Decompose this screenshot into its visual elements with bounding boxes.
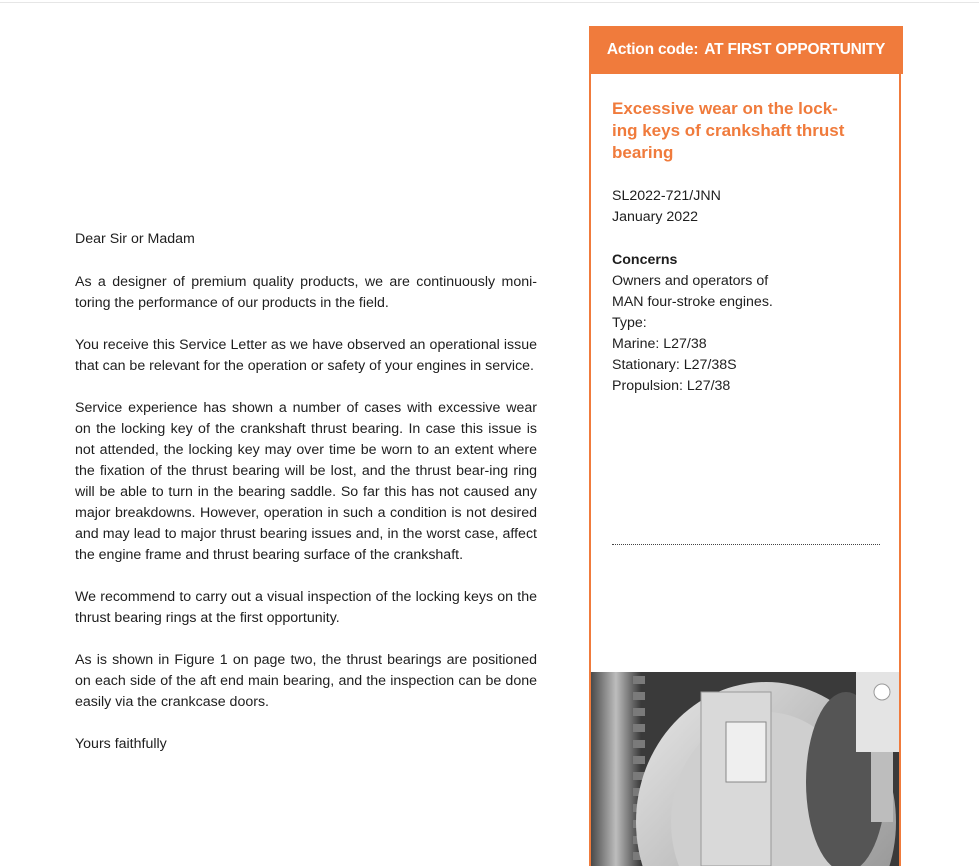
title-line-1: Excessive wear on the lock- <box>612 99 838 118</box>
concerns-line-3: Type: <box>612 315 647 331</box>
salutation: Dear Sir or Madam <box>75 231 195 247</box>
concerns-line-5: Stationary: L27/38S <box>612 357 737 373</box>
paragraph-5: As is shown in Figure 1 on page two, the thrust bearings are positioned on each side of the aft end main bearing, and the inspection can be done easily via the crankcase doors. <box>75 652 537 710</box>
paragraph-3: Service experience has shown a number of cases with excessive wear on the locking key of the crankshaft thrust bearing. In case this issue is not attended, the locking key may over time be worn to an extent where the fixation of the thrust bearing will be lost, and the thrust bear-ing ring will be able to turn in the bearing saddle. So far this has not caused any major breakdowns. However, operation in such a condition is not desired and may lead to major thrust bearing issues and, in the worst case, affect the engine frame and thrust bearing surface of the crankshaft. <box>75 400 537 563</box>
thrust-bearing-photo <box>591 672 899 866</box>
concerns-line-2: MAN four-stroke engines. <box>612 294 773 310</box>
reference-number: SL2022-721/JNN <box>612 188 721 204</box>
action-code-value: AT FIRST OPPORTUNITY <box>704 41 886 58</box>
concerns-line-6: Propulsion: L27/38 <box>612 378 731 394</box>
letter-body <box>75 229 537 776</box>
issue-date: January 2022 <box>612 209 698 225</box>
closing: Yours faithfully <box>75 736 167 752</box>
reference-block <box>612 186 721 228</box>
concerns-line-4: Marine: L27/38 <box>612 336 707 352</box>
dotted-divider <box>612 544 880 545</box>
action-code-bar <box>589 26 903 74</box>
paragraph-4: We recommend to carry out a visual inspection of the locking keys on the thrust bearing rings at the first opportunity. <box>75 589 537 626</box>
paragraph-2: You receive this Service Letter as we have observed an operational issue that can be relevant for the operation or safety of your engines in service. <box>75 337 537 374</box>
service-letter-title <box>612 98 874 164</box>
title-line-2: ing keys of crankshaft thrust <box>612 121 845 140</box>
top-divider <box>0 2 979 3</box>
paragraph-1: As a designer of premium quality products, we are continuously moni-toring the performance of our products in the field. <box>75 274 537 311</box>
title-line-3: bearing <box>612 143 674 162</box>
concerns-block <box>612 250 773 397</box>
bearing-illustration <box>591 672 899 866</box>
concerns-heading: Concerns <box>612 252 678 268</box>
action-code-label: Action code: <box>606 41 699 58</box>
concerns-line-1: Owners and operators of <box>612 273 769 289</box>
info-panel <box>589 26 901 866</box>
